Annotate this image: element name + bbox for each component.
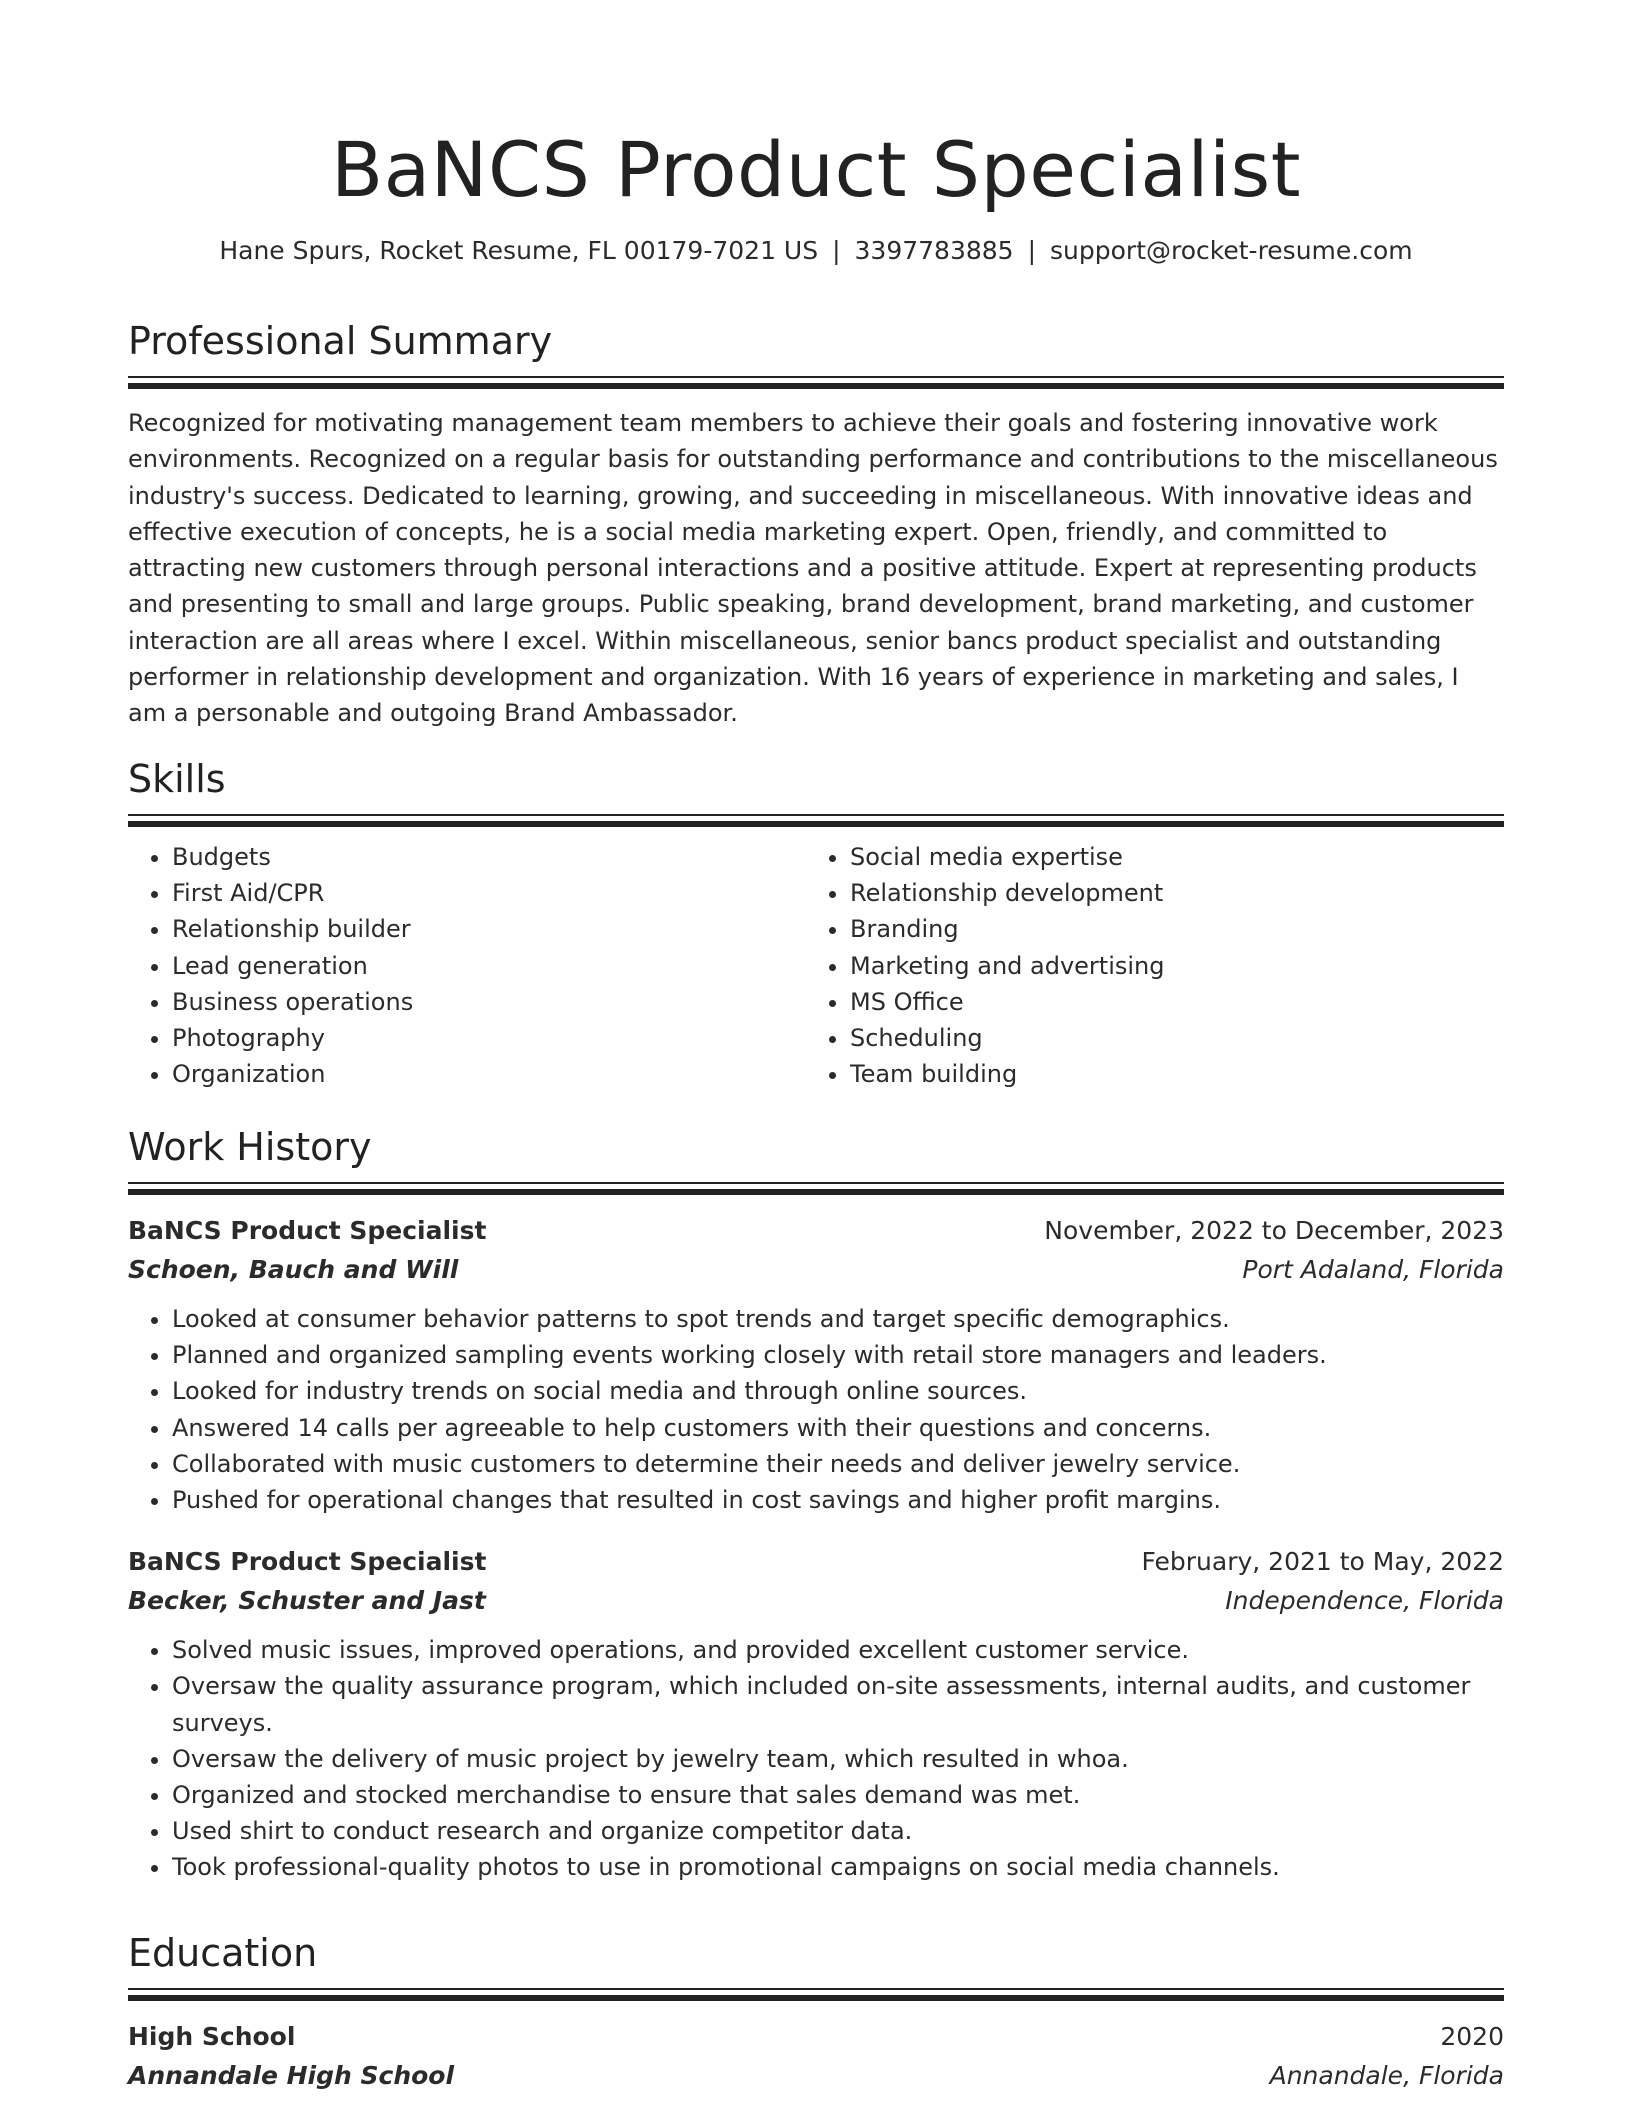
contact-separator: | <box>832 236 841 265</box>
job-location: Independence, Florida <box>1225 1586 1504 1616</box>
job-bullets <box>128 1632 1504 1885</box>
skill-item: • First Aid/CPR <box>172 875 806 911</box>
education-school-row <box>128 2056 1504 2095</box>
job-entry <box>128 1211 1504 1518</box>
contact-line <box>128 234 1504 268</box>
education-entry <box>128 2017 1504 2095</box>
skill-item: • Scheduling <box>850 1020 1484 1056</box>
job-company-row <box>128 1581 1504 1620</box>
contact-address: Hane Spurs, Rocket Resume, FL 00179-7021 US <box>219 236 819 265</box>
summary-text: Recognized for motivating management team members to achieve their goals and fostering innovative work environments. Recognized on a regular basis for outstanding performance and contributions to the miscellaneous industry's success. Dedicated to learning, growing, and succeeding in miscellaneous. With innovative ideas and effective execution of concepts, he is a social media marketing expert. Open, friendly, and committed to attracting new customers through personal interactions and a positive attitude. Expert at representing products and presenting to small and large groups. Public speaking, brand development, brand marketing, and customer interaction are all areas where I excel. Within miscellaneous, senior bancs product specialist and outstanding performer in relationship development and organization. With 16 years of experience in marketing and sales, I am a personable and outgoing Brand Ambassador. <box>128 409 1498 728</box>
job-title: BaNCS Product Specialist <box>128 1547 487 1577</box>
skill-item: • Organization <box>172 1056 806 1092</box>
skill-item: • Photography <box>172 1020 806 1056</box>
job-dates: February, 2021 to May, 2022 <box>1141 1547 1504 1577</box>
job-bullet: • Used shirt to conduct research and organize competitor data. <box>172 1813 1504 1849</box>
section-divider-thick <box>128 383 1504 389</box>
job-header-row <box>128 1211 1504 1250</box>
job-bullet: • Solved music issues, improved operations, and provided excellent customer service. <box>172 1632 1504 1668</box>
skill-item: • Relationship development <box>850 875 1484 911</box>
resume-page <box>128 0 1504 2090</box>
job-bullet: • Collaborated with music customers to determine their needs and deliver jewelry service. <box>172 1446 1504 1482</box>
skill-item: • Branding <box>850 911 1484 947</box>
section-divider-thick <box>128 1189 1504 1195</box>
skill-item: • Team building <box>850 1056 1484 1092</box>
education-location: Annandale, Florida <box>1269 2061 1504 2090</box>
job-bullet: • Looked for industry trends on social media and through online sources. <box>172 1373 1504 1409</box>
job-bullet: • Organized and stocked merchandise to ensure that sales demand was met. <box>172 1777 1504 1813</box>
summary-section <box>128 318 1504 732</box>
section-divider <box>128 1182 1504 1184</box>
education-degree: High School <box>128 2022 296 2051</box>
contact-separator: | <box>1027 236 1037 265</box>
skill-item: • Marketing and advertising <box>850 948 1484 984</box>
skill-item: • Business operations <box>172 984 806 1020</box>
skill-item: • Relationship builder <box>172 911 806 947</box>
skills-columns <box>128 839 1504 1092</box>
contact-email: support@rocket-resume.com <box>1050 236 1413 265</box>
contact-phone: 3397783885 <box>854 236 1014 265</box>
education-year: 2020 <box>1440 2022 1504 2051</box>
job-company: Schoen, Bauch and Will <box>128 1255 459 1284</box>
section-divider-thick <box>128 1995 1504 2001</box>
summary-heading: Professional Summary <box>128 319 553 363</box>
education-school: Annandale High School <box>128 2061 455 2090</box>
job-title: BaNCS Product Specialist <box>128 1216 487 1245</box>
job-bullet: • Looked at consumer behavior patterns to spot trends and target specific demographics. <box>172 1301 1504 1337</box>
education-header-row <box>128 2017 1504 2056</box>
skills-heading: Skills <box>128 757 226 801</box>
section-divider-thick <box>128 821 1504 827</box>
job-bullet: • Oversaw the delivery of music project by jewelry team, which resulted in whoa. <box>172 1741 1504 1777</box>
job-bullet: • Answered 14 calls per agreeable to help customers with their questions and concerns. <box>172 1410 1504 1446</box>
job-bullets <box>128 1301 1504 1518</box>
work-history-heading: Work History <box>128 1125 372 1169</box>
job-bullet: • Oversaw the quality assurance program, which included on-site assessments, internal audits, and customer surveys. <box>172 1668 1504 1740</box>
work-history-section <box>128 1124 1504 1886</box>
skill-item: • Social media expertise <box>850 839 1484 875</box>
job-company: Becker, Schuster and Jast <box>128 1586 486 1616</box>
job-location: Port Adaland, Florida <box>1242 1255 1504 1284</box>
job-bullet: • Pushed for operational changes that resulted in cost savings and higher profit margins. <box>172 1482 1504 1518</box>
job-header-row <box>128 1542 1504 1581</box>
job-bullet: • Planned and organized sampling events working closely with retail store managers and leaders. <box>172 1337 1504 1373</box>
skill-item: • Budgets <box>172 839 806 875</box>
skills-list-right <box>806 839 1484 1092</box>
job-company-row <box>128 1250 1504 1289</box>
education-section <box>128 1930 1504 2095</box>
skills-section <box>128 756 1504 1092</box>
candidate-name: BaNCS Product Specialist <box>330 125 1302 214</box>
section-divider <box>128 814 1504 816</box>
section-divider <box>128 376 1504 378</box>
section-divider <box>128 1988 1504 1990</box>
skill-item: • Lead generation <box>172 948 806 984</box>
job-entry <box>128 1542 1504 1885</box>
skills-list-left <box>128 839 806 1092</box>
skill-item: • MS Office <box>850 984 1484 1020</box>
job-dates: November, 2022 to December, 2023 <box>1044 1216 1504 1245</box>
education-heading: Education <box>128 1931 318 1975</box>
job-bullet: • Took professional-quality photos to use in promotional campaigns on social media channels. <box>172 1849 1504 1885</box>
